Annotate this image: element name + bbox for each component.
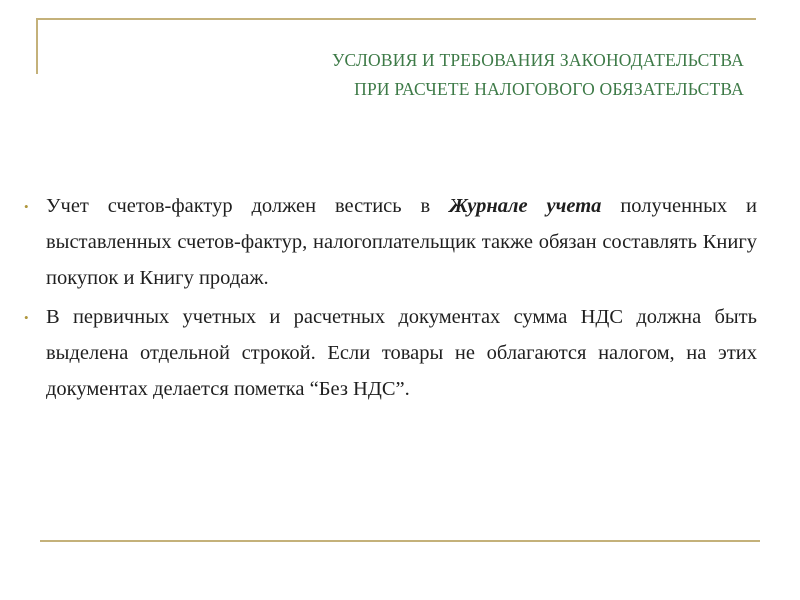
bullet-1-text-before: Учет счетов-фактур должен вестись в — [46, 195, 450, 217]
bullet-item-1 — [24, 189, 757, 296]
slide-title — [90, 46, 744, 104]
bullet-2-text: В первичных учетных и расчетных документах сумма НДС должна быть выделена отдельной строкой. Если товары не облагаются налогом, на этих документах делается пометка “Без НДС”. — [46, 306, 757, 400]
frame-bottom-line — [40, 540, 760, 542]
slide-title-line-2: ПРИ РАСЧЕТЕ НАЛОГОВОГО ОБЯЗАТЕЛЬСТВА — [354, 79, 744, 99]
bullet-1-text-after: полученных и выставленных счетов-фактур, налогоплательщик также обязан составлять Книгу покупок и Книгу продаж. — [46, 195, 757, 289]
slide-title-line-1: УСЛОВИЯ И ТРЕБОВАНИЯ ЗАКОНОДАТЕЛЬСТВА — [331, 50, 744, 70]
bullet-item-2 — [24, 300, 757, 407]
bullet-dot-icon: • — [24, 310, 29, 326]
frame-left-line — [36, 18, 38, 74]
frame-top-line — [36, 18, 756, 20]
bullet-list — [24, 189, 757, 412]
bullet-dot-icon: • — [24, 199, 29, 214]
bullet-1-emphasis: Журнале учета — [449, 195, 602, 217]
